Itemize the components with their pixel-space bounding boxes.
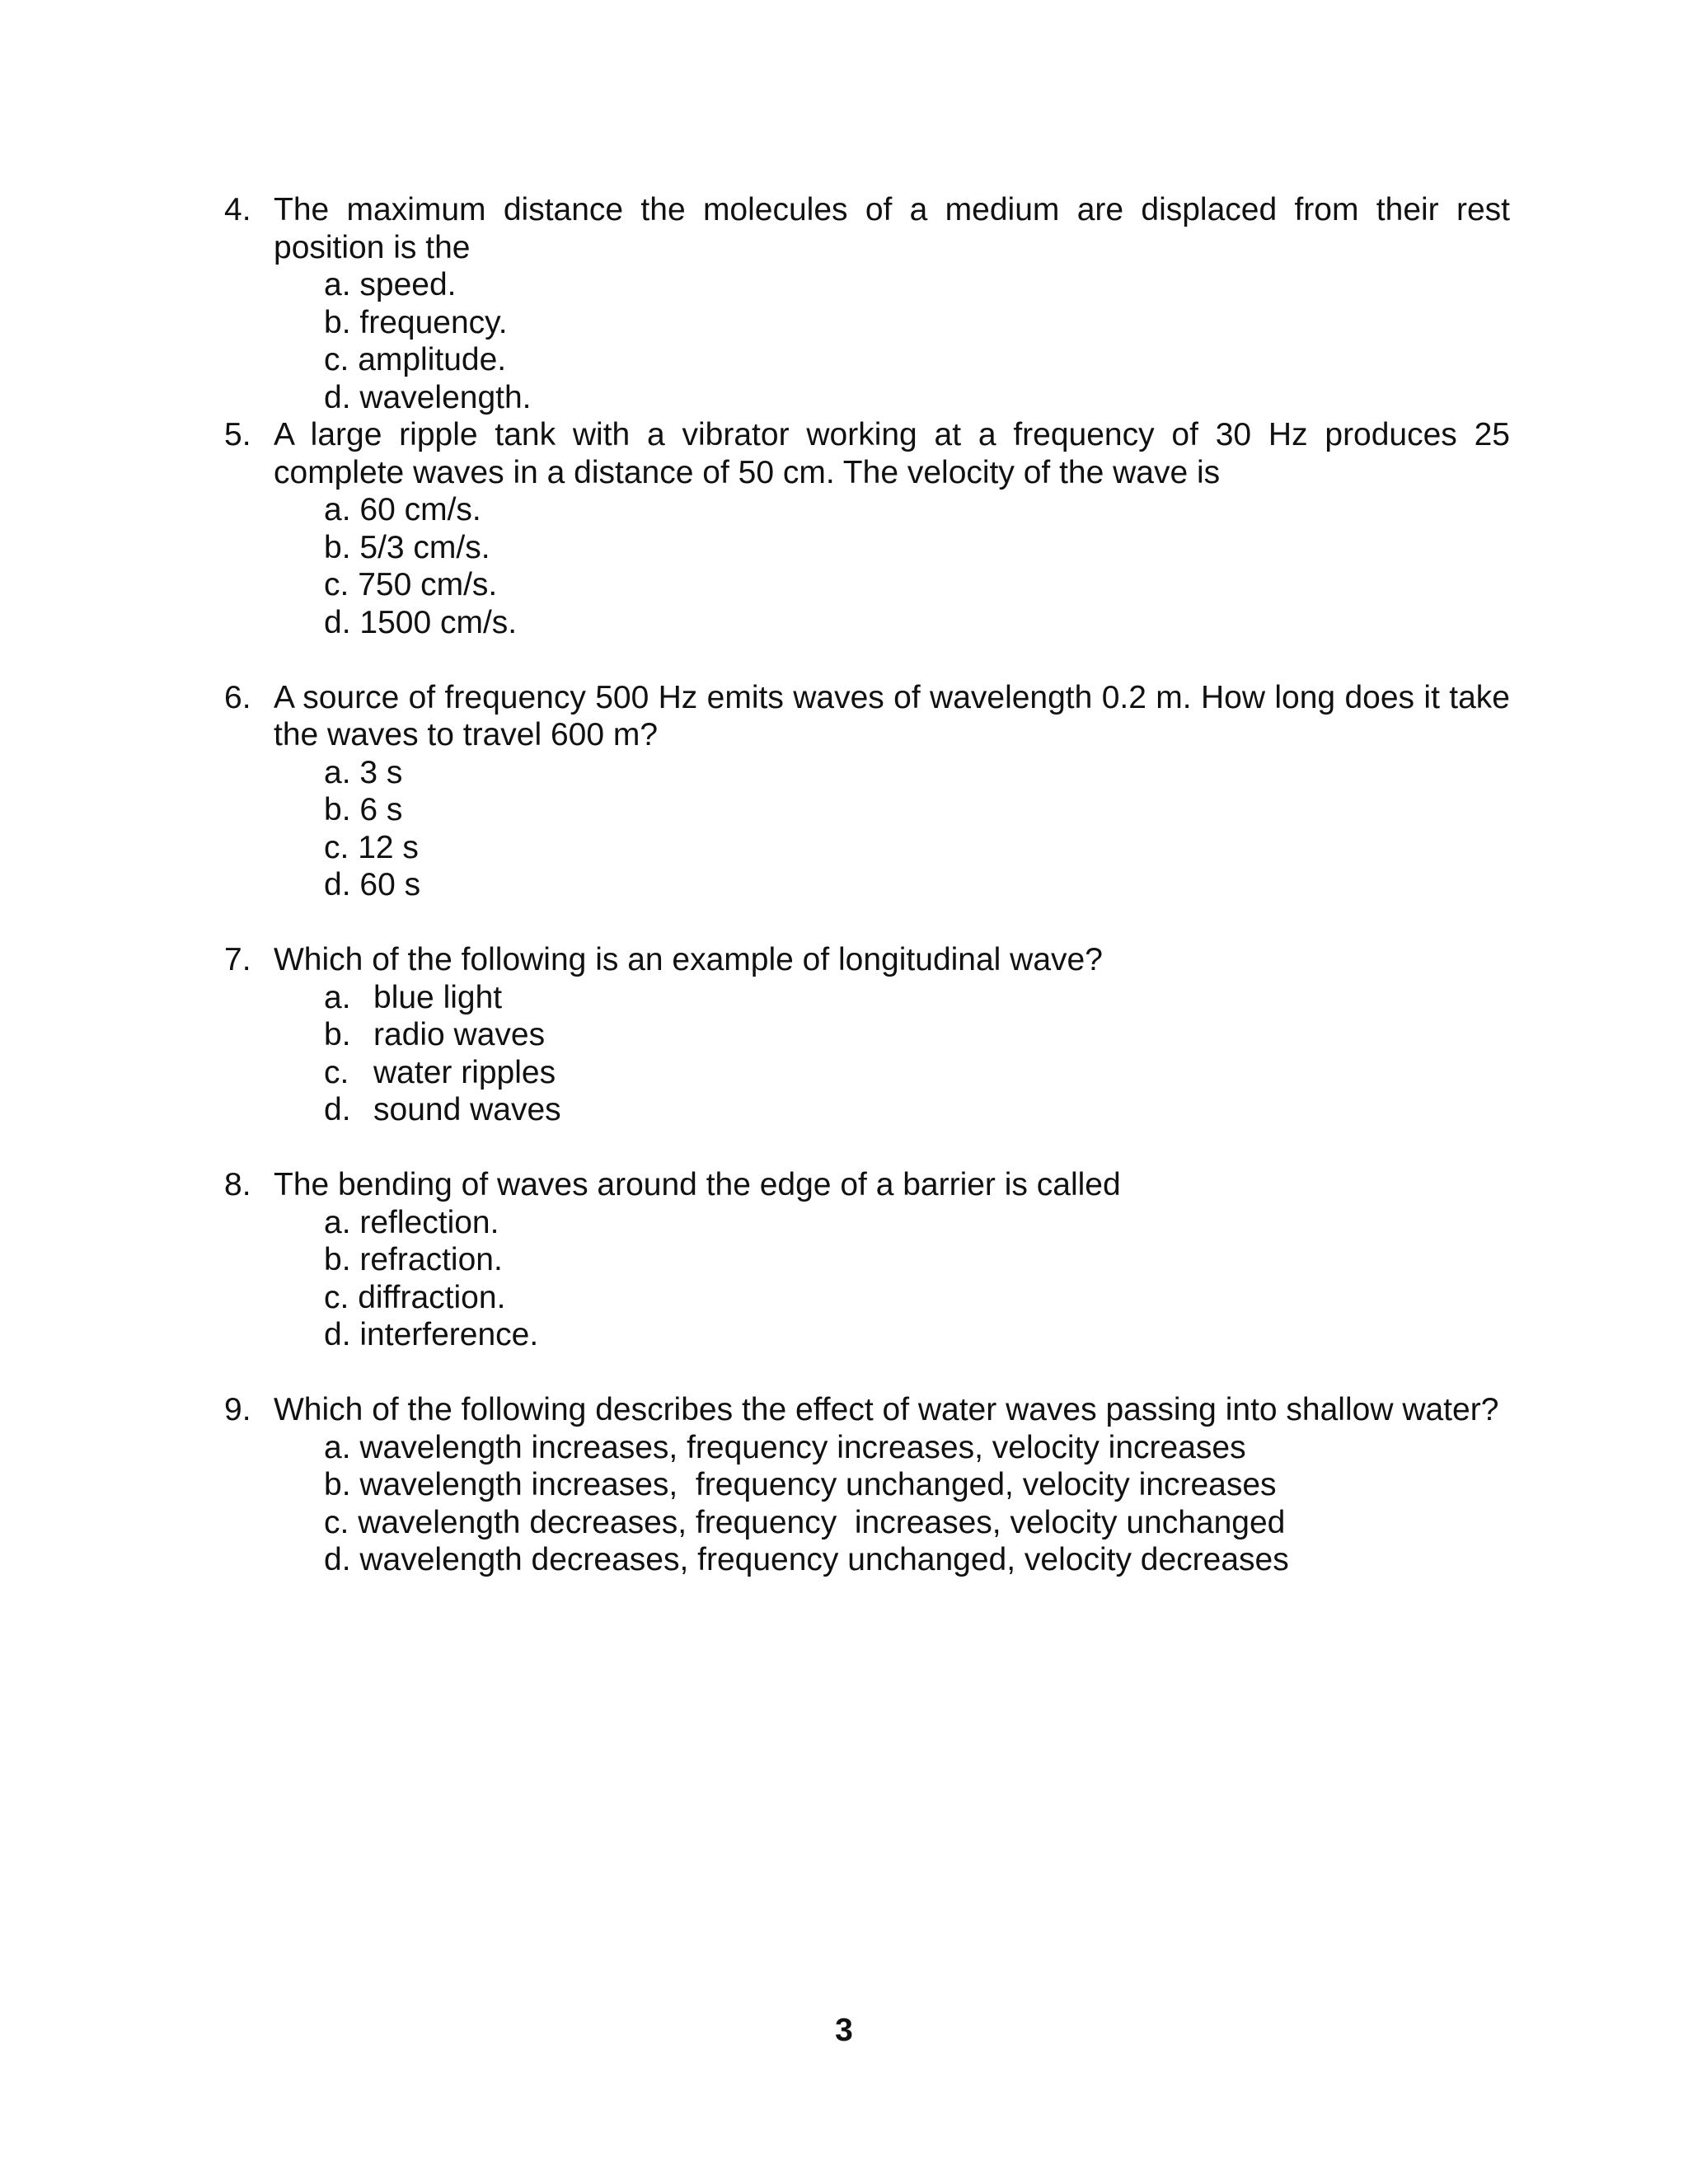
- option-b: [324, 1466, 1510, 1504]
- question-list: [224, 191, 1510, 1579]
- option-letter: a.: [324, 979, 351, 1015]
- option-list: [274, 1204, 1510, 1354]
- option-text: wavelength increases, frequency unchanged, velocity increases: [359, 1467, 1277, 1502]
- option-letter: d.: [324, 867, 351, 902]
- option-letter: b.: [324, 529, 351, 565]
- option-letter: a.: [324, 267, 351, 302]
- option-letter: a.: [324, 1204, 351, 1240]
- option-a: [324, 1429, 1510, 1467]
- question-text: A large ripple tank with a vibrator working at a frequency of 30 Hz produces 25 complete waves in a distance of 50 cm. The velocity of the wave is: [274, 417, 1510, 490]
- option-a: [324, 491, 1510, 529]
- option-list: [274, 754, 1510, 904]
- option-b: [324, 1241, 1510, 1279]
- question-5: [224, 416, 1510, 641]
- option-letter: c.: [324, 1054, 349, 1090]
- option-letter: d.: [324, 379, 351, 415]
- option-b: [324, 791, 1510, 829]
- question-number: 6.: [224, 679, 251, 715]
- option-letter: c.: [324, 1504, 349, 1540]
- option-letter: a.: [324, 492, 351, 527]
- question-number: 9.: [224, 1392, 251, 1427]
- question-8: [224, 1166, 1510, 1354]
- option-a: [324, 979, 1510, 1017]
- option-text: water ripples: [373, 1054, 556, 1090]
- option-letter: b.: [324, 1017, 351, 1052]
- question-text: The bending of waves around the edge of a barrier is called: [274, 1167, 1121, 1202]
- question-4: [224, 191, 1510, 416]
- question-number: 7.: [224, 942, 251, 977]
- option-c: [324, 1054, 1510, 1092]
- option-text: 12 s: [358, 829, 419, 865]
- option-letter: d.: [324, 1092, 351, 1127]
- option-text: amplitude.: [358, 342, 507, 377]
- option-a: [324, 754, 1510, 792]
- option-b: [324, 529, 1510, 567]
- option-letter: d.: [324, 1317, 351, 1352]
- question-text: Which of the following describes the effect of water waves passing into shallow water?: [274, 1392, 1499, 1427]
- question-text: The maximum distance the molecules of a medium are displaced from their rest position is the: [274, 192, 1510, 265]
- question-text: A source of frequency 500 Hz emits waves of wavelength 0.2 m. How long does it take the waves to travel 600 m?: [274, 679, 1510, 752]
- option-text: 1500 cm/s.: [359, 604, 518, 640]
- option-text: wavelength increases, frequency increases, velocity increases: [359, 1429, 1246, 1465]
- option-text: wavelength.: [359, 379, 532, 415]
- option-c: [324, 566, 1510, 604]
- option-c: [324, 341, 1510, 379]
- option-letter: d.: [324, 604, 351, 640]
- option-c: [324, 1504, 1510, 1542]
- option-text: 3 s: [359, 754, 403, 790]
- question-7: [224, 941, 1510, 1129]
- option-text: reflection.: [359, 1204, 499, 1240]
- option-letter: c.: [324, 567, 349, 602]
- option-text: speed.: [359, 267, 457, 302]
- option-text: interference.: [359, 1317, 539, 1352]
- option-letter: a.: [324, 1429, 351, 1465]
- question-9: [224, 1391, 1510, 1579]
- question-number: 4.: [224, 192, 251, 227]
- option-letter: b.: [324, 304, 351, 340]
- question-number: 5.: [224, 417, 251, 452]
- option-text: wavelength decreases, frequency increases, velocity unchanged: [358, 1504, 1286, 1540]
- option-c: [324, 829, 1510, 867]
- option-text: radio waves: [373, 1017, 546, 1052]
- option-text: diffraction.: [358, 1279, 506, 1315]
- option-letter: d.: [324, 1542, 351, 1577]
- option-text: sound waves: [373, 1092, 561, 1127]
- option-d: [324, 1316, 1510, 1354]
- option-d: [324, 379, 1510, 417]
- option-list: [274, 491, 1510, 641]
- option-d: [324, 604, 1510, 642]
- option-d: [324, 1541, 1510, 1579]
- question-6: [224, 679, 1510, 904]
- option-list: [274, 1429, 1510, 1579]
- option-letter: c.: [324, 342, 349, 377]
- question-number: 8.: [224, 1167, 251, 1202]
- option-text: blue light: [373, 979, 503, 1015]
- option-list: [274, 266, 1510, 416]
- option-text: wavelength decreases, frequency unchanged, velocity decreases: [359, 1542, 1289, 1577]
- option-d: [324, 1091, 1510, 1129]
- option-list: [274, 979, 1510, 1129]
- option-b: [324, 1016, 1510, 1054]
- question-text: Which of the following is an example of longitudinal wave?: [274, 942, 1103, 977]
- option-letter: c.: [324, 1279, 349, 1315]
- option-letter: c.: [324, 829, 349, 865]
- option-text: 60 s: [359, 867, 421, 902]
- option-a: [324, 266, 1510, 304]
- option-b: [324, 304, 1510, 342]
- option-text: 750 cm/s.: [358, 567, 498, 602]
- option-letter: b.: [324, 1242, 351, 1277]
- option-text: 60 cm/s.: [359, 492, 481, 527]
- option-text: frequency.: [359, 304, 508, 340]
- option-letter: b.: [324, 1467, 351, 1502]
- option-text: refraction.: [359, 1242, 503, 1277]
- option-d: [324, 866, 1510, 904]
- option-c: [324, 1279, 1510, 1317]
- page-number: 3: [835, 2013, 853, 2048]
- option-letter: a.: [324, 754, 351, 790]
- option-text: 5/3 cm/s.: [359, 529, 490, 565]
- option-a: [324, 1204, 1510, 1242]
- option-letter: b.: [324, 792, 351, 827]
- option-text: 6 s: [359, 792, 403, 827]
